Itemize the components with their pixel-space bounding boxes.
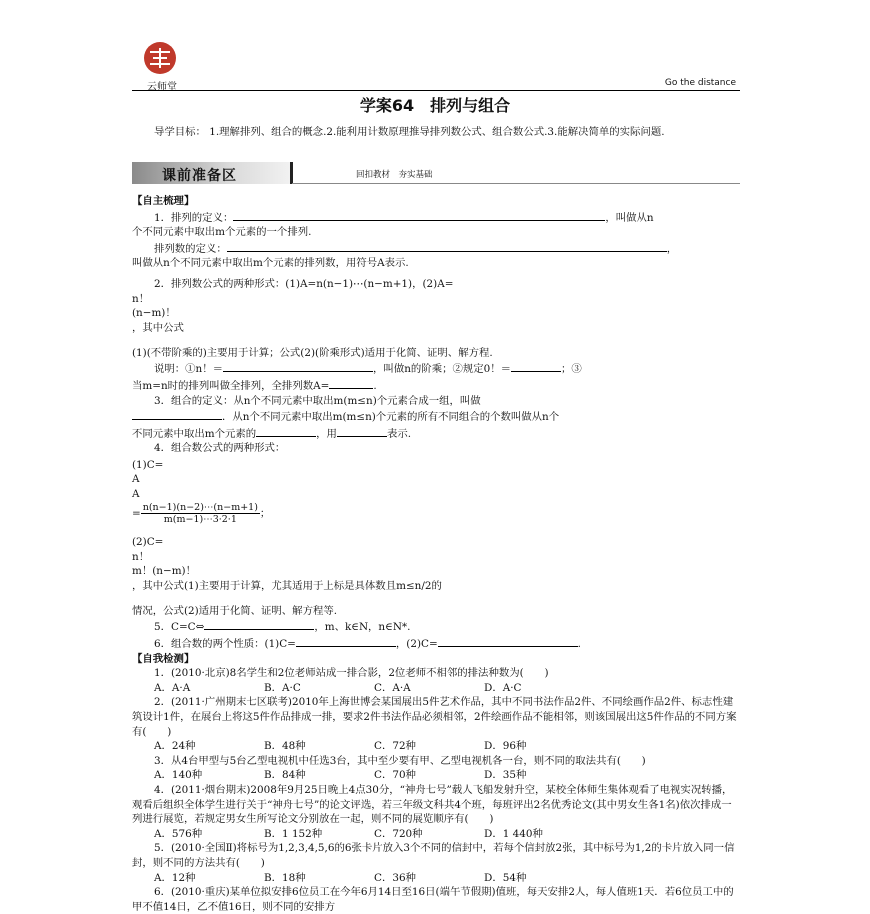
item-3a: 3．组合的定义：从n个不同元素中取出m(m≤n)个元素合成一组，叫做 <box>154 394 481 407</box>
option-row <box>132 681 740 696</box>
main-content: 【自主梳理】 1．排列的定义： ，叫做从n 个不同元素中取出m个元素的一个排列. 排列数的定义： ， 叫做从n个不同元素中取出m个元素的排列数，用符号A表示. 2．排列数公式的两种形式：(1)A=n(n−1)⋯(n−m+1)，(2)A= n！ (n−m)！ ，其中公式 (1)(不带阶乘的)主要用于计算；公式(2)(阶乘形式)适用于化简、证明、解方程. 说明：①n！＝ ，叫做n的阶乘；②规定0！＝ ；③ 当m=n时的排列叫做全排列，全排列数A= . 3．组合的定义：从n个不同元素中取出m(m≤n)个元素合成一组，叫做 ．从n个不同元素中取出m(m≤n)个元素的所有不同组合的个数叫做从n个 不同元素中取出m个元素的 ，用 表示. 4．组合数公式的两种形式： (1)C= A A = $\frac{n(n-1)(n-2)\cdots(n-m+1)}{m(m-1)\cdots 3\cdot 2\cdot 1}$ ； (2)C= n！ m！(n−m)！ ，其中公式(1)主要用于计算，尤其适用于上标是具体数且m≤n/2的 情况，公式(2)适用于化简、证明、解方程等. 5．C=C⇔ ，m、k∈N，n∈N*. 6．组合数的两个性质：(1)C= ，(2)C= . 【自我检测】 1．(2010·北京)8名学生和2位老师站成一排合影，2位老师不相邻的排法种数为( ) A．A·A B．A·C C．A·A D．A·C 2．(2011·广州期末七区联考)2010年上海世博会某国展出5件艺术作品，其中不同书法作品2件、不同绘画作品2件、标志性建筑设计1件，在展台上将这5件作品排成一排，要求2件书法作品必须相邻，2件绘画作品不能相邻，则该国展出这5件作品的不同方案有( ) A．24种 B．48种 C．72种 D．96种 3．从4台甲型与5台乙型电视机中任选3台，其中至少要有甲、乙型电视机各一台，则不同的取法共有( ) A．140种 B．84种 C．70种 D．35种 4．(2011·烟台期末)2008年9月25日晚上4点30分，“神舟七号”载人飞船发射升空，某校全体师生集体观看了电视实况转播，观看后组织全体学生进行关于“神舟七号”的论文评选，若三年级文科共4个班，每班评出2名优秀论文(其中男女生各1名)依次排成一列进行展览，若规定男女生所写论文分别放在一起，则不同的展览顺序有( ) A．576种 B．1 152种 C．720种 D．1 440种 5．(2010·全国Ⅱ)将标号为1,2,3,4,5,6的6张卡片放入3个不同的信封中，若每个信封放2张，其中标号为1,2的卡片放入同一信封，则不同的方法共有( ) A．12种 B．18种 C．36种 D．54种 6．(2010·重庆)某单位拟安排6位员工在今年6月14日至16日(端午节假期)值班，每天安排2人，每人值班1天．若6位员工中的甲不值14日，乙不值16日，则不同的安排方 <box>132 194 740 914</box>
question-list <box>132 666 740 914</box>
question-item <box>132 783 740 841</box>
question-stem: 1．(2010·北京)8名学生和2位老师站成一排合影，2位老师不相邻的排法种数为( ) <box>154 667 549 680</box>
item-2g: 当m=n时的排列叫做全排列，全排列数A= . <box>132 377 740 394</box>
option[interactable]: D．A·C <box>484 681 522 694</box>
item-5: 5．C=C⇔ ，m、k∈N，n∈N*. <box>132 618 740 635</box>
option[interactable]: B．18种 <box>264 871 306 884</box>
option[interactable]: A．576种 <box>154 827 203 840</box>
option[interactable]: C．A·A <box>374 681 411 694</box>
item-3b: ．从n个不同元素中取出m(m≤n)个元素的所有不同组合的个数叫做从n个 <box>132 408 740 425</box>
intro-text: 导学目标： 1.理解排列、组合的概念.2.能利用计数原理推导排列数公式、组合数公式.3.能解决简单的实际问题. <box>154 126 665 138</box>
header-rule <box>132 90 740 91</box>
item-4d: 情况，公式(2)适用于化简、证明、解方程等. <box>132 604 338 617</box>
option[interactable]: D．54种 <box>484 871 527 884</box>
option[interactable]: C．36种 <box>374 871 416 884</box>
option[interactable]: A．140种 <box>154 769 203 782</box>
item-1a: 1．排列的定义： ，叫做从n <box>132 209 740 226</box>
option[interactable]: B．1 152种 <box>264 827 323 840</box>
item-2d: 说明：①n！＝ ，叫做n的阶乘；②规定0！＝ ；③ <box>132 360 740 377</box>
question-item <box>132 666 740 695</box>
logo <box>132 40 188 96</box>
item-4a: (1)C= <box>132 458 164 471</box>
option[interactable]: D．96种 <box>484 740 527 753</box>
item-2: 2．排列数公式的两种形式：(1)A=n(n−1)⋯(n−m+1)，(2)A= <box>154 277 454 290</box>
option[interactable]: C．70种 <box>374 769 416 782</box>
option[interactable]: A．A·A <box>154 681 191 694</box>
section-heading: 【自主梳理】 <box>132 195 195 207</box>
option-row <box>132 871 740 886</box>
question-stem: 5．(2010·全国Ⅱ)将标号为1,2,3,4,5,6的6张卡片放入3个不同的信封中，若每个信封放2张，其中标号为1,2的卡片放入同一信封，则不同的方法共有( ) <box>132 842 735 869</box>
option-row <box>132 739 740 754</box>
option[interactable]: D．35种 <box>484 769 527 782</box>
page-title: 学案64 排列与组合 <box>359 96 511 115</box>
section-heading-2: 【自我检测】 <box>132 652 195 665</box>
option[interactable]: A．24种 <box>154 740 196 753</box>
option[interactable]: B．48种 <box>264 740 306 753</box>
item-1e: 叫做从n个不同元素中取出m个元素的排列数，用符号A表示. <box>132 257 409 270</box>
option[interactable]: B．A·C <box>264 681 301 694</box>
question-stem: 4．(2011·烟台期末)2008年9月25日晚上4点30分，“神舟七号”载人飞船发射升空，某校全体师生集体观看了电视实况转播，观看后组织全体学生进行关于“神舟七号”的论文评选，若三年级文科共4个班，每班评出2名优秀论文(其中男女生各1名)依次排成一列进行展览，若规定男女生所写论文分别放在一起，则不同的展览顺序有( ) <box>132 783 733 826</box>
option[interactable]: C．720种 <box>374 827 423 840</box>
question-stem: 6．(2010·重庆)某单位拟安排6位员工在今年6月14日至16日(端午节假期)值班，每天安排2人，每人值班1天．若6位员工中的甲不值14日，乙不值16日，则不同的安排方 <box>132 886 734 913</box>
item-4b: (2)C= <box>132 536 164 549</box>
item-2c: (1)(不带阶乘的)主要用于计算；公式(2)(阶乘形式)适用于化简、证明、解方程. <box>132 346 493 359</box>
slogan: Go the distance <box>664 78 736 88</box>
option[interactable]: D．1 440种 <box>484 827 543 840</box>
question-item <box>132 695 740 753</box>
question-item <box>132 754 740 783</box>
seal-logo-icon <box>136 40 184 76</box>
banner-subtitle: 回扣教材 夯实基础 <box>356 170 433 180</box>
option-row <box>132 827 740 842</box>
question-item <box>132 885 740 914</box>
option[interactable]: A．12种 <box>154 871 196 884</box>
brand-name: 云师堂 <box>147 82 177 93</box>
question-stem: 3．从4台甲型与5台乙型电视机中任选3台，其中至少要有甲、乙型电视机各一台，则不同的取法共有( ) <box>154 754 646 767</box>
question-stem: 2．(2011·广州期末七区联考)2010年上海世博会某国展出5件艺术作品，其中不同书法作品2件、不同绘画作品2件、标志性建筑设计1件，在展台上将这5件作品排成一排，要求2件书法作品必须相邻，2件绘画作品不能相邻，则该国展出这5件作品的不同方案有( ) <box>132 696 737 738</box>
question-item <box>132 841 740 885</box>
item-4: 4．组合数公式的两种形式： <box>154 442 286 455</box>
banner-label: 课前准备区 <box>162 168 237 184</box>
option[interactable]: C．72种 <box>374 740 416 753</box>
item-1c: 个不同元素中取出m个元素的一个排列. <box>132 226 312 239</box>
item-6: 6．组合数的两个性质：(1)C= ，(2)C= . <box>132 635 740 652</box>
item-3c: 不同元素中取出m个元素的 ，用 表示. <box>132 425 740 442</box>
option[interactable]: B．84种 <box>264 769 306 782</box>
section-banner <box>132 162 740 184</box>
intro <box>132 125 740 140</box>
option-row <box>132 768 740 783</box>
item-1d: 排列数的定义： ， <box>132 240 740 257</box>
